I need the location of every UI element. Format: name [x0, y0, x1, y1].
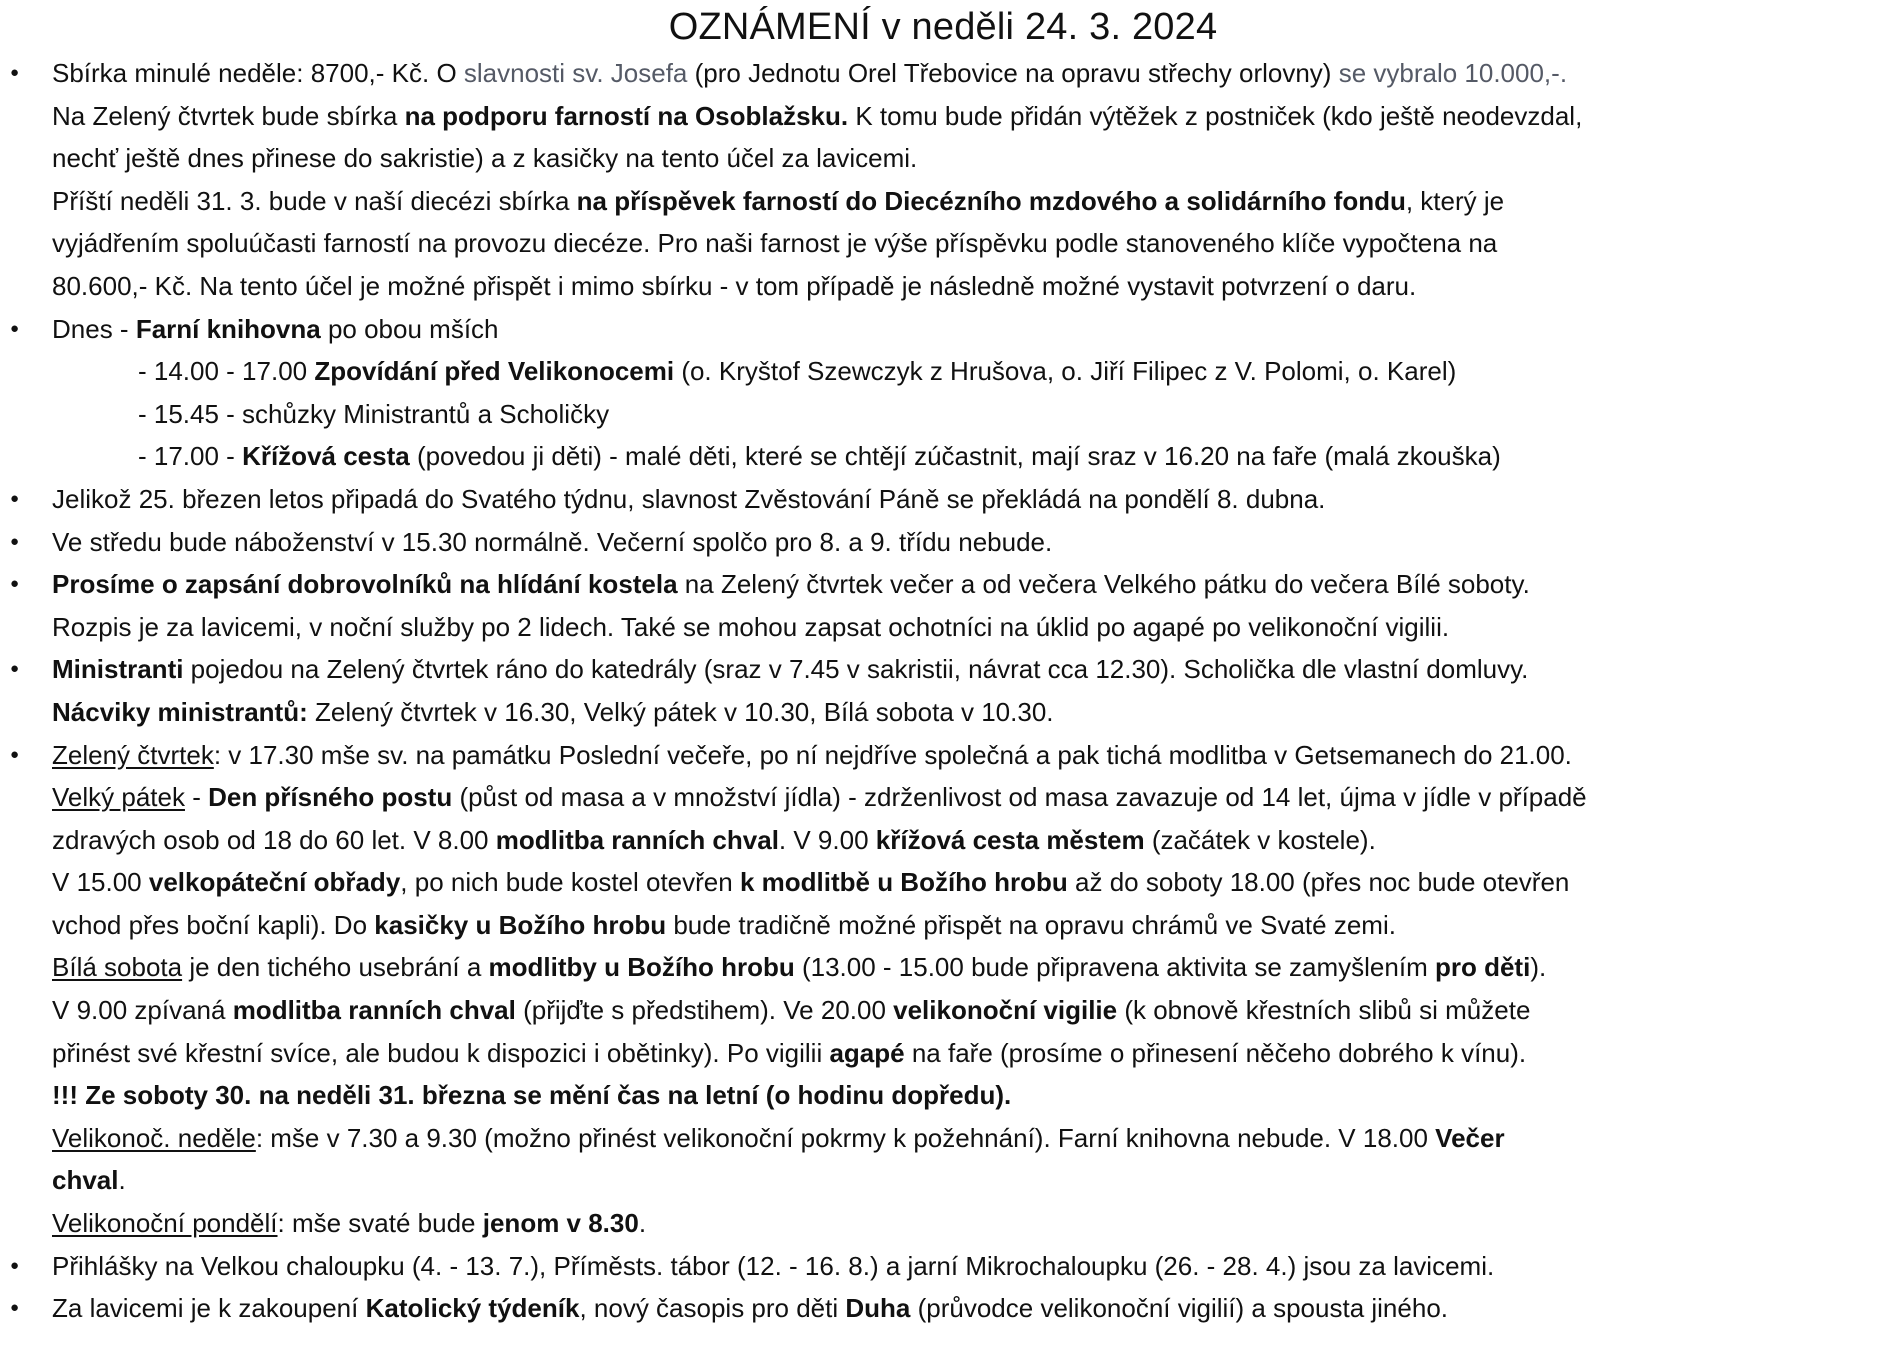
- text-segment: Rozpis je za lavicemi, v noční služby po 2 lidech. Také se mohou zapsat ochotníci na úklid po agapé po velikonoční vigilii.: [52, 611, 1450, 642]
- bold-text: agapé: [829, 1037, 905, 1068]
- text-line: [52, 308, 1880, 351]
- text-segment: - 14.00 - 17.00: [138, 356, 315, 387]
- text-segment: po obou mších: [320, 313, 499, 344]
- text-line: [52, 265, 1880, 308]
- text-line: [52, 819, 1880, 862]
- text-segment: slavnosti sv. Josefa: [463, 58, 688, 88]
- text-line: [52, 1245, 1880, 1288]
- bold-text: Večer: [1435, 1122, 1505, 1153]
- text-line: [52, 1117, 1880, 1160]
- text-line: [52, 1159, 1880, 1202]
- bold-text: Zpovídání před Velikonocemi: [314, 356, 675, 387]
- bold-text: Katolický týdeník: [365, 1293, 580, 1324]
- text-segment: Jelikož 25. březen letos připadá do Svatého týdnu, slavnost Zvěstování Páně se překládá na pondělí 8. dubna.: [52, 483, 1326, 514]
- bold-text: Den přísného postu: [208, 782, 453, 813]
- bold-text: chval: [52, 1165, 119, 1196]
- announcement-item: [0, 308, 1886, 478]
- day-heading: Zelený čtvrtek: [52, 739, 214, 770]
- bold-text: velikonoční vigilie: [893, 995, 1118, 1026]
- announcement-item: [0, 1287, 1886, 1330]
- text-segment: (k obnově křestních slibů si můžete: [1117, 995, 1531, 1026]
- bold-text: Ministranti: [52, 654, 184, 685]
- text-line: [52, 521, 1880, 564]
- bold-text: jenom v 8.30: [482, 1208, 639, 1239]
- text-segment: (půst od masa a v množství jídla) - zdrženlivost od masa zavazuje od 14 let, újma v jídle v případě: [452, 782, 1587, 813]
- text-line: [52, 606, 1880, 649]
- text-segment: . V 9.00: [778, 824, 876, 855]
- text-line: [52, 350, 1880, 393]
- text-line: [52, 137, 1880, 180]
- bold-text: Duha: [845, 1293, 911, 1324]
- text-line: [52, 734, 1880, 777]
- text-segment: Za lavicemi je k zakoupení: [52, 1293, 366, 1324]
- text-line: [52, 776, 1880, 819]
- text-segment: Sbírka minulé neděle: 8700,- Kč. O: [52, 58, 464, 88]
- text-line: [52, 52, 1880, 95]
- text-segment: vchod přes boční kapli). Do: [52, 909, 375, 940]
- text-segment: (přijďte s předstihem). Ve 20.00: [515, 995, 894, 1026]
- text-segment: , který je: [1405, 185, 1505, 216]
- text-line: [52, 861, 1880, 904]
- announcement-item: [0, 478, 1886, 521]
- text-line: [52, 435, 1880, 478]
- text-segment: - 17.00 -: [138, 441, 243, 472]
- text-segment: (o. Kryštof Szewczyk z Hrušova, o. Jiří Filipec z V. Polomi, o. Karel): [674, 356, 1457, 387]
- text-line: [52, 1074, 1880, 1117]
- text-segment: Zelený čtvrtek v 16.30, Velký pátek v 10.30, Bílá sobota v 10.30.: [307, 696, 1054, 727]
- announcement-item: [0, 52, 1886, 308]
- announcement-item: [0, 521, 1886, 564]
- day-heading: Bílá sobota: [52, 952, 183, 983]
- text-line: [52, 691, 1880, 734]
- text-segment: ).: [1530, 952, 1547, 983]
- bold-text: !!! Ze soboty 30. na neděli 31. března se mění čas na letní (o hodinu dopředu).: [52, 1080, 1012, 1111]
- day-heading: Velikonoční pondělí: [52, 1208, 278, 1239]
- text-segment: (povedou ji děti) - malé děti, které se chtějí zúčastnit, mají sraz v 16.20 na faře (malá zkouška): [409, 441, 1501, 472]
- text-segment: .: [638, 1208, 647, 1239]
- text-segment: (průvodce velikonoční vigilií) a spousta jiného.: [910, 1293, 1448, 1324]
- text-segment: na faře (prosíme o přinesení něčeho dobrého k vínu).: [904, 1037, 1527, 1068]
- text-segment: (začátek v kostele).: [1144, 824, 1376, 855]
- bold-text: kasičky u Božího hrobu: [374, 909, 667, 940]
- text-segment: se vybralo 10.000,-.: [1338, 58, 1568, 88]
- text-segment: vyjádřením spoluúčasti farností na provozu diecéze. Pro naši farnost je výše příspěvku podle stanoveného klíče vypočtena na: [52, 228, 1498, 259]
- text-segment: bude tradičně možné přispět na opravu chrámů ve Svaté zemi.: [666, 909, 1396, 940]
- text-line: [52, 95, 1880, 138]
- text-segment: Na Zelený čtvrtek bude sbírka: [52, 100, 405, 131]
- text-line: [52, 946, 1880, 989]
- announcement-item: [0, 563, 1886, 648]
- text-segment: je den tichého usebrání a: [182, 952, 489, 983]
- bold-text: modlitby u Božího hrobu: [488, 952, 795, 983]
- text-segment: pojedou na Zelený čtvrtek ráno do katedrály (sraz v 7.45 v sakristii, návrat cca 12.30). Scholička dle vlastní domluvy.: [183, 654, 1529, 685]
- announcement-item: [0, 648, 1886, 733]
- text-segment: (13.00 - 15.00 bude připravena aktivita se zamyšlením: [794, 952, 1435, 983]
- bold-text: k modlitbě u Božího hrobu: [739, 867, 1068, 898]
- text-segment: .: [118, 1165, 126, 1196]
- page-title: OZNÁMENÍ v neděli 24. 3. 2024: [668, 6, 1218, 48]
- day-heading: Velký pátek: [52, 782, 185, 813]
- bold-text: pro děti: [1434, 952, 1531, 983]
- text-line: [52, 222, 1880, 265]
- day-heading: Velikonoč. neděle: [52, 1122, 256, 1153]
- text-line: [52, 648, 1880, 691]
- text-line: [52, 989, 1880, 1032]
- announcement-item: [0, 1245, 1886, 1288]
- text-segment: Ve středu bude náboženství v 15.30 normálně. Večerní spolčo pro 8. a 9. třídu nebude.: [52, 526, 1053, 557]
- text-segment: , nový časopis pro děti: [579, 1293, 846, 1324]
- text-segment: Příští neděli 31. 3. bude v naší diecézi sbírka: [52, 185, 577, 216]
- text-segment: -: [184, 782, 209, 813]
- announcement-item: [0, 734, 1886, 1245]
- text-line: [52, 1287, 1880, 1330]
- bold-text: modlitba ranních chval: [495, 824, 779, 855]
- text-segment: přinést své křestní svíce, ale budou k dispozici i obětinky). Po vigilii: [52, 1037, 830, 1068]
- text-segment: - 15.45 - schůzky Ministrantů a Scholičky: [138, 398, 610, 429]
- text-segment: K tomu bude přidán výtěžek z postniček (kdo ještě neodevzdal,: [848, 100, 1583, 131]
- bold-text: velkopáteční obřady: [148, 867, 401, 898]
- bold-text: na příspěvek farností do Diecézního mzdového a solidárního fondu: [576, 185, 1406, 216]
- text-segment: 80.600,- Kč. Na tento účel je možné přispět i mimo sbírku - v tom případě je následně možné vystavit potvrzení o daru.: [52, 270, 1417, 301]
- text-segment: , po nich bude kostel otevřen: [400, 867, 740, 898]
- text-segment: nechť ještě dnes přinese do sakristie) a z kasičky na tento účel za lavicemi.: [52, 143, 918, 174]
- bold-text: Křížová cesta: [242, 441, 410, 472]
- announcement-list: [0, 52, 1886, 1330]
- text-segment: Přihlášky na Velkou chaloupku (4. - 13. 7.), Příměsts. tábor (12. - 16. 8.) a jarní Mikrochaloupku (26. - 28. 4.) jsou za lavicemi.: [52, 1250, 1495, 1281]
- bold-text: křížová cesta městem: [875, 824, 1145, 855]
- text-segment: zdravých osob od 18 do 60 let. V 8.00: [52, 824, 496, 855]
- text-segment: (pro Jednotu Orel Třebovice na opravu střechy orlovny): [687, 58, 1339, 88]
- text-line: [52, 478, 1880, 521]
- bold-text: Prosíme o zapsání dobrovolníků na hlídání kostela: [52, 569, 678, 600]
- bold-text: Nácviky ministrantů:: [52, 696, 308, 727]
- bold-text: na podporu farností na Osoblažsku.: [404, 100, 849, 131]
- text-line: [52, 1202, 1880, 1245]
- text-segment: na Zelený čtvrtek večer a od večera Velkého pátku do večera Bílé soboty.: [677, 569, 1530, 600]
- bold-text: modlitba ranních chval: [232, 995, 516, 1026]
- text-segment: až do soboty 18.00 (přes noc bude otevřen: [1067, 867, 1570, 898]
- text-line: [52, 904, 1880, 947]
- text-line: [52, 563, 1880, 606]
- text-segment: : v 17.30 mše sv. na památku Poslední večeře, po ní nejdříve společná a pak tichá modlitba v Getsemanech do 21.00.: [213, 739, 1572, 770]
- text-segment: : mše v 7.30 a 9.30 (možno přinést velikonoční pokrmy k požehnání). Farní knihovna nebude. V 18.00: [255, 1122, 1436, 1153]
- text-segment: Dnes -: [52, 313, 136, 344]
- text-line: [52, 180, 1880, 223]
- text-line: [52, 1032, 1880, 1075]
- text-segment: V 15.00: [52, 867, 149, 898]
- text-segment: V 9.00 zpívaná: [52, 995, 233, 1026]
- text-line: [52, 393, 1880, 436]
- bold-text: Farní knihovna: [135, 313, 321, 344]
- text-segment: : mše svaté bude: [277, 1208, 483, 1239]
